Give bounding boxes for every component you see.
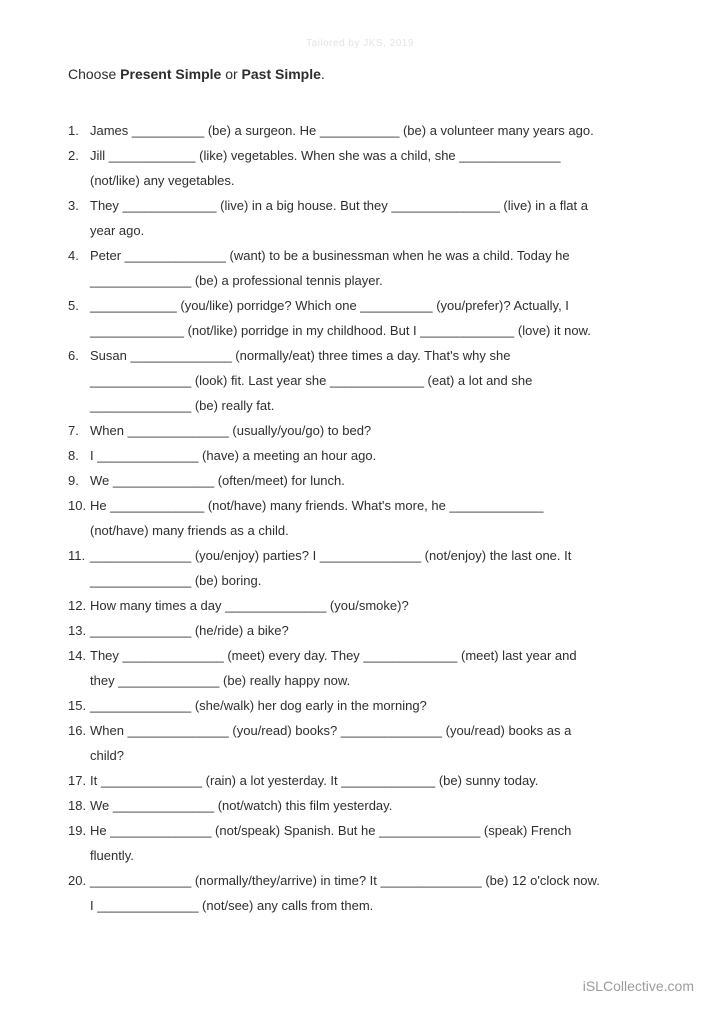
item-text: [90, 618, 668, 643]
item-line: We ______________ (often/meet) for lunch.: [90, 473, 345, 488]
title-segment: or: [221, 66, 242, 82]
exercise-item: [68, 243, 668, 293]
item-line: How many times a day ______________ (you/smoke)?: [90, 598, 409, 613]
item-line: ______________ (be) boring.: [90, 573, 262, 588]
item-line: When ______________ (you/read) books? ______________ (you/read) books as a: [90, 723, 572, 738]
item-line: (not/have) many friends as a child.: [90, 523, 289, 538]
item-line: ______________ (he/ride) a bike?: [90, 623, 289, 638]
item-line: I ______________ (have) a meeting an hour ago.: [90, 448, 377, 463]
item-line: When ______________ (usually/you/go) to bed?: [90, 423, 372, 438]
item-number: 2.: [68, 148, 79, 163]
item-line: Susan ______________ (normally/eat) three times a day. That's why she: [90, 348, 511, 363]
exercise-item: [68, 793, 668, 818]
exercise-item: [68, 343, 668, 418]
exercise-item: [68, 418, 668, 443]
item-line: ______________ (she/walk) her dog early in the morning?: [90, 698, 427, 713]
item-text: [90, 493, 668, 543]
item-line: _____________ (not/like) porridge in my childhood. But I _____________ (love) it now.: [90, 323, 591, 338]
item-number: 13.: [68, 623, 87, 638]
watermark-text: Tailored by JKS, 2019: [306, 38, 414, 49]
item-text: [90, 793, 668, 818]
item-text: [90, 143, 668, 193]
item-line: Jill ____________ (like) vegetables. When she was a child, she ______________: [90, 148, 561, 163]
item-line: (not/like) any vegetables.: [90, 173, 235, 188]
worksheet-title: [68, 66, 325, 82]
item-line: ____________ (you/like) porridge? Which one __________ (you/prefer)? Actually, I: [90, 298, 569, 313]
item-number: 5.: [68, 298, 79, 313]
item-number: 19.: [68, 823, 87, 838]
item-line: We ______________ (not/watch) this film yesterday.: [90, 798, 393, 813]
item-number: 4.: [68, 248, 79, 263]
item-line: year ago.: [90, 223, 145, 238]
item-number: 15.: [68, 698, 87, 713]
item-number: 10.: [68, 498, 87, 513]
exercise-list: [68, 118, 668, 918]
item-line: they ______________ (be) really happy now.: [90, 673, 351, 688]
exercise-item: [68, 493, 668, 543]
item-line: ______________ (be) a professional tennis player.: [90, 273, 383, 288]
item-line: He ______________ (not/speak) Spanish. But he ______________ (speak) French: [90, 823, 572, 838]
exercise-item: [68, 693, 668, 718]
item-text: [90, 593, 668, 618]
item-number: 3.: [68, 198, 79, 213]
item-line: ______________ (be) really fat.: [90, 398, 275, 413]
exercise-item: [68, 643, 668, 693]
item-text: [90, 118, 668, 143]
item-number: 8.: [68, 448, 79, 463]
item-number: 20.: [68, 873, 87, 888]
item-text: [90, 418, 668, 443]
item-line: Peter ______________ (want) to be a businessman when he was a child. Today he: [90, 248, 570, 263]
item-text: [90, 768, 668, 793]
item-text: [90, 543, 668, 593]
title-bold-segment: Present Simple: [120, 66, 222, 82]
item-line: ______________ (look) fit. Last year she _____________ (eat) a lot and she: [90, 373, 533, 388]
exercise-item: [68, 193, 668, 243]
item-line: James __________ (be) a surgeon. He ___________ (be) a volunteer many years ago.: [90, 123, 594, 138]
exercise-item: [68, 143, 668, 193]
exercise-item: [68, 718, 668, 768]
item-line: He _____________ (not/have) many friends. What's more, he _____________: [90, 498, 544, 513]
title-segment: .: [320, 66, 325, 82]
item-text: [90, 343, 668, 418]
title-bold-segment: Past Simple: [241, 66, 321, 82]
title-segment: Choose: [68, 66, 121, 82]
item-number: 11.: [68, 548, 86, 563]
item-text: [90, 718, 668, 768]
exercise-item: [68, 468, 668, 493]
item-text: [90, 293, 668, 343]
item-text: [90, 693, 668, 718]
item-line: ______________ (you/enjoy) parties? I ______________ (not/enjoy) the last one. It: [90, 548, 572, 563]
item-text: [90, 193, 668, 243]
item-number: 16.: [68, 723, 87, 738]
item-text: [90, 643, 668, 693]
exercise-item: [68, 293, 668, 343]
item-text: [90, 468, 668, 493]
exercise-item: [68, 818, 668, 868]
footer-brand: iSLCollective.com: [582, 978, 694, 994]
exercise-item: [68, 443, 668, 468]
exercise-item: [68, 768, 668, 793]
item-number: 14.: [68, 648, 87, 663]
item-line: ______________ (normally/they/arrive) in time? It ______________ (be) 12 o'clock now.: [90, 873, 600, 888]
item-number: 17.: [68, 773, 87, 788]
item-line: It ______________ (rain) a lot yesterday. It _____________ (be) sunny today.: [90, 773, 539, 788]
item-line: child?: [90, 748, 124, 763]
item-text: [90, 243, 668, 293]
exercise-item: [68, 593, 668, 618]
item-number: 6.: [68, 348, 79, 363]
item-number: 7.: [68, 423, 79, 438]
item-text: [90, 443, 668, 468]
item-text: [90, 868, 668, 918]
item-number: 1.: [68, 123, 79, 138]
exercise-item: [68, 118, 668, 143]
item-number: 18.: [68, 798, 87, 813]
exercise-item: [68, 543, 668, 593]
exercise-item: [68, 618, 668, 643]
exercise-item: [68, 868, 668, 918]
item-text: [90, 818, 668, 868]
item-line: They ______________ (meet) every day. They _____________ (meet) last year and: [90, 648, 577, 663]
item-line: fluently.: [90, 848, 134, 863]
item-number: 9.: [68, 473, 79, 488]
item-line: They _____________ (live) in a big house. But they _______________ (live) in a flat a: [90, 198, 588, 213]
item-number: 12.: [68, 598, 87, 613]
item-line: I ______________ (not/see) any calls from them.: [90, 898, 374, 913]
